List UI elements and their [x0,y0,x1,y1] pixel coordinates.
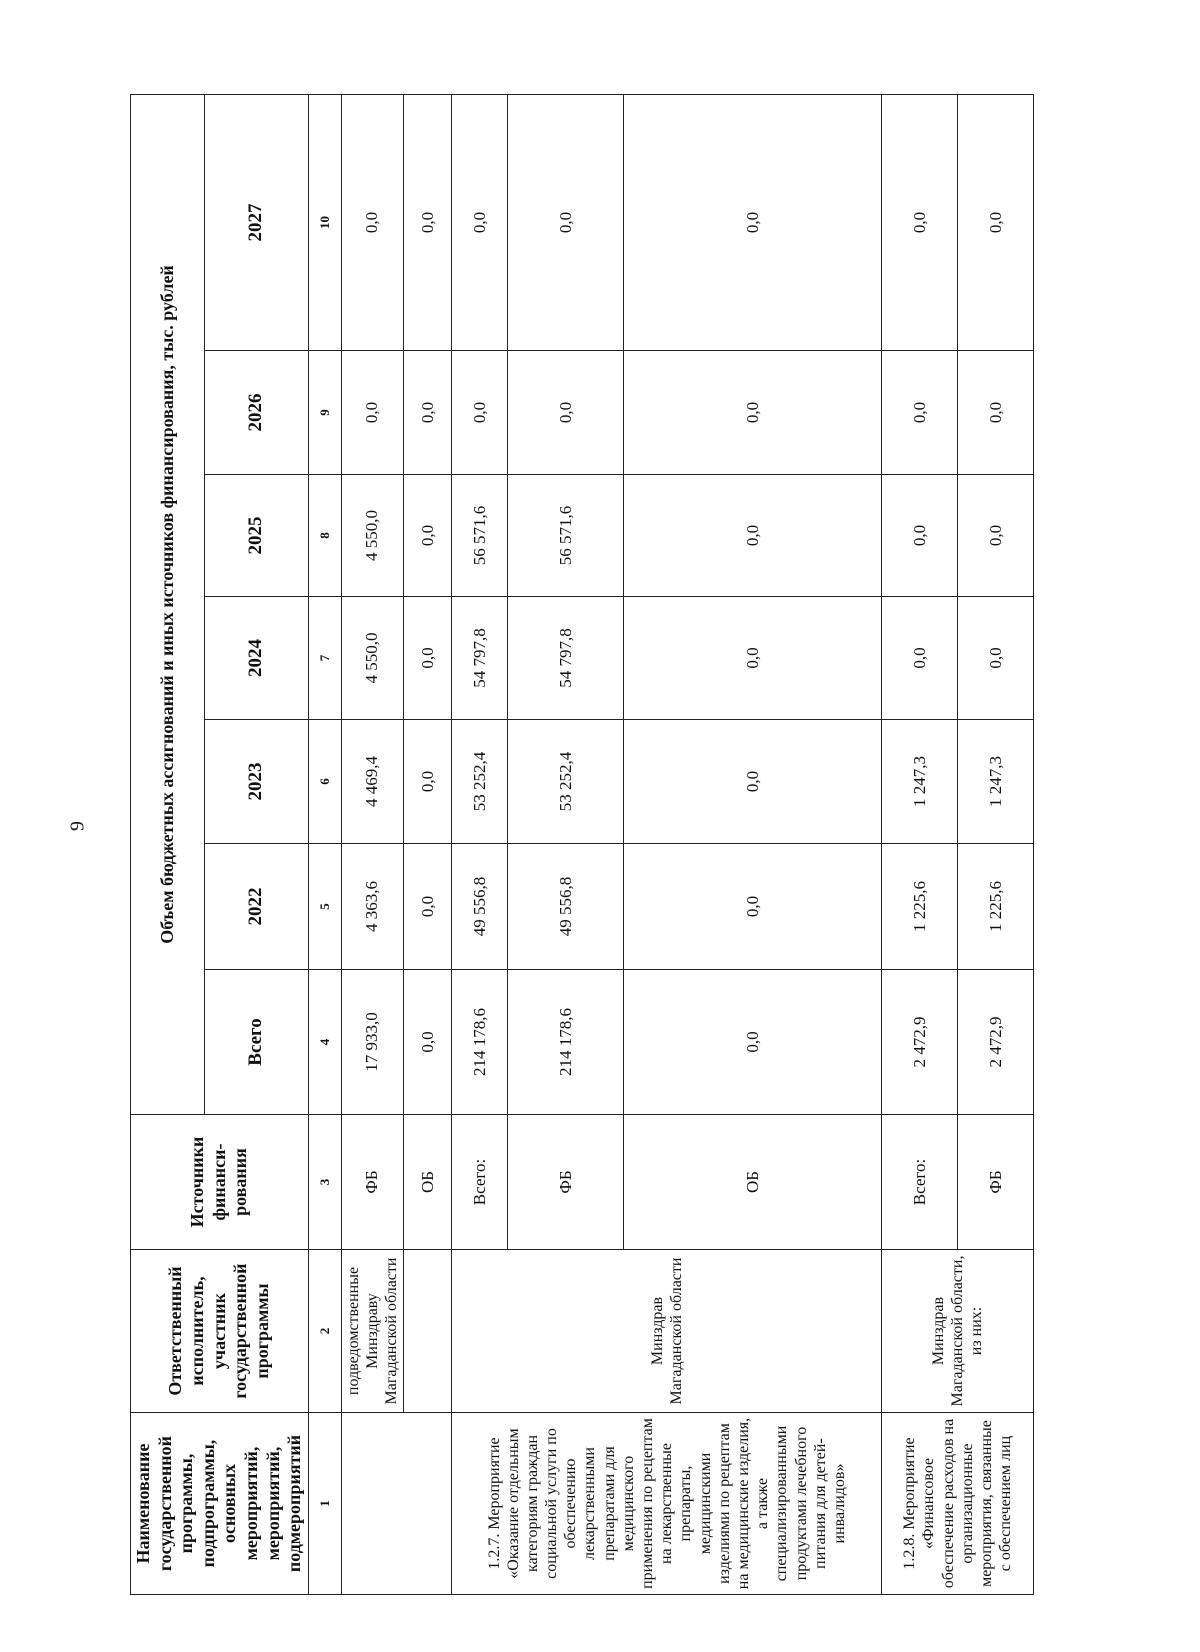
value-cell: 2 472,9 [882,970,958,1115]
source-cell: ФБ [958,1115,1034,1250]
value-cell: 214 178,6 [452,970,508,1115]
value-cell: 0,0 [624,351,882,475]
executor-cell: Минздрав Магаданской области, из них: [882,1250,1034,1413]
value-cell: 0,0 [508,351,624,475]
value-cell: 0,0 [404,475,452,597]
page-number: 9 [66,821,89,831]
value-cell: 0,0 [404,351,452,475]
rotated-page [130,95,1170,1595]
value-cell: 54 797,8 [452,597,508,720]
value-cell: 49 556,8 [508,844,624,970]
header-executor: Ответственный исполнитель, участник государственной программы [131,1250,309,1413]
value-cell: 56 571,6 [452,475,508,597]
value-cell: 0,0 [624,94,882,350]
row-name-empty [341,1413,452,1595]
value-cell: 0,0 [882,351,958,475]
value-cell: 4 550,0 [341,475,404,597]
source-cell: Всего: [452,1115,508,1250]
value-cell: 0,0 [404,597,452,720]
value-cell: 0,0 [404,94,452,350]
funding-table [130,94,1034,1595]
col-number: 4 [308,970,341,1115]
col-number: 5 [308,844,341,970]
header-name: Наименование государственной программы, подпрограммы, основных мероприятий, мероприятий, подмероприятий [131,1413,309,1595]
col-number: 8 [308,475,341,597]
value-cell: 0,0 [624,970,882,1115]
value-cell: 0,0 [624,720,882,844]
value-cell: 56 571,6 [508,475,624,597]
col-number: 7 [308,597,341,720]
value-cell: 49 556,8 [452,844,508,970]
value-cell: 1 225,6 [882,844,958,970]
value-cell: 0,0 [341,94,404,350]
value-cell: 0,0 [624,597,882,720]
source-cell: Всего: [882,1115,958,1250]
col-number: 1 [308,1413,341,1595]
value-cell: 4 469,4 [341,720,404,844]
value-cell: 0,0 [958,475,1034,597]
value-cell: 53 252,4 [452,720,508,844]
executor-cell: Минздрав Магаданской области [452,1250,882,1413]
col-number: 6 [308,720,341,844]
header-year-2027: 2027 [205,94,309,350]
executor-cell-empty [404,1250,452,1413]
value-cell: 0,0 [958,597,1034,720]
value-cell: 0,0 [452,94,508,350]
value-cell: 0,0 [882,597,958,720]
col-number: 10 [308,94,341,350]
value-cell: 0,0 [341,351,404,475]
value-cell: 54 797,8 [508,597,624,720]
header-year-2025: 2025 [205,475,309,597]
source-cell: ОБ [624,1115,882,1250]
value-cell: 1 225,6 [958,844,1034,970]
value-cell: 0,0 [624,844,882,970]
value-cell: 0,0 [624,475,882,597]
value-cell: 4 550,0 [341,597,404,720]
col-number: 3 [308,1115,341,1250]
header-source: Источники финанси-рования [131,1115,309,1250]
value-cell: 2 472,9 [958,970,1034,1115]
value-cell: 53 252,4 [508,720,624,844]
header-year-2026: 2026 [205,351,309,475]
executor-cell: подведомственные Минздраву Магаданской области [341,1250,404,1413]
header-volume: Объем бюджетных ассигнований и иных источников финансирования, тыс. рублей [131,94,205,1114]
value-cell: 0,0 [404,844,452,970]
value-cell: 17 933,0 [341,970,404,1115]
value-cell: 0,0 [882,475,958,597]
value-cell: 0,0 [882,94,958,350]
activity-name: 1.2.8. Мероприятие «Финансовое обеспечение расходов на организационные мероприятия, связанные с обеспечением лиц [882,1413,1034,1595]
header-year-2023: 2023 [205,720,309,844]
header-year-2024: 2024 [205,597,309,720]
value-cell: 214 178,6 [508,970,624,1115]
value-cell: 0,0 [404,720,452,844]
header-year-2022: 2022 [205,844,309,970]
source-cell: ФБ [341,1115,404,1250]
value-cell: 0,0 [958,94,1034,350]
value-cell: 1 247,3 [882,720,958,844]
value-cell: 0,0 [508,94,624,350]
col-number: 2 [308,1250,341,1413]
source-cell: ФБ [508,1115,624,1250]
value-cell: 0,0 [404,970,452,1115]
value-cell: 0,0 [452,351,508,475]
source-cell: ОБ [404,1115,452,1250]
value-cell: 4 363,6 [341,844,404,970]
value-cell: 0,0 [958,351,1034,475]
activity-name: 1.2.7. Мероприятие «Оказание отдельным категориям граждан социальной услуги по обеспечению лекарственными препаратами для медицинского применения по рецептам на лекарственные препараты, медицинскими изделиями по рецептам на медицинские изделия, а также специализированными продуктами лечебного питания для детей-инвалидов» [452,1413,882,1595]
header-year-total: Всего [205,970,309,1115]
col-number: 9 [308,351,341,475]
value-cell: 1 247,3 [958,720,1034,844]
